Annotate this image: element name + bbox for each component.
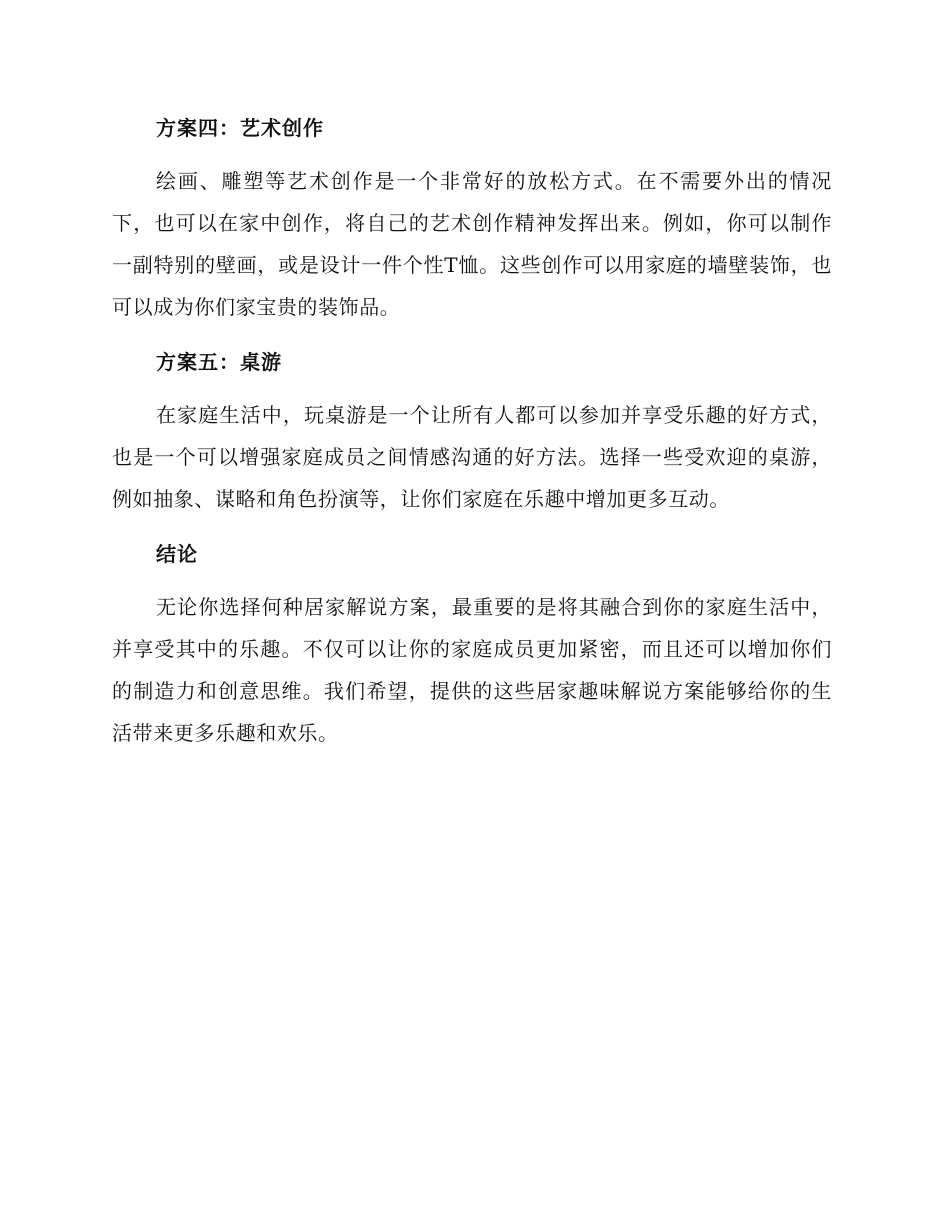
section-body-art: 绘画、雕塑等艺术创作是一个非常好的放松方式。在不需要外出的情况下，也可以在家中创作，将自己的艺术创作精神发挥出来。例如，你可以制作一副特别的壁画，或是设计一件个性T恤。这些创作可以用家庭的墙壁装饰，也可以成为你们家宝贵的装饰品。 — [112, 169, 832, 319]
section-heading-conclusion: 结论 — [156, 542, 198, 566]
section-heading-boardgame: 方案五：桌游 — [156, 350, 282, 374]
section-body-conclusion: 无论你选择何种居家解说方案，最重要的是将其融合到你的家庭生活中，并享受其中的乐趣。不仅可以让你的家庭成员更加紧密，而且还可以增加你们的制造力和创意思维。我们希望，提供的这些居家趣味解说方案能够给你的生活带来更多乐趣和欢乐。 — [112, 595, 832, 745]
section-body-boardgame: 在家庭生活中，玩桌游是一个让所有人都可以参加并享受乐趣的好方式，也是一个可以增强家庭成员之间情感沟通的好方法。选择一些受欢迎的桌游，例如抽象、谋略和角色扮演等，让你们家庭在乐趣中增加更多互动。 — [112, 403, 832, 511]
document-content — [112, 108, 832, 768]
section-heading-art: 方案四：艺术创作 — [156, 116, 324, 140]
